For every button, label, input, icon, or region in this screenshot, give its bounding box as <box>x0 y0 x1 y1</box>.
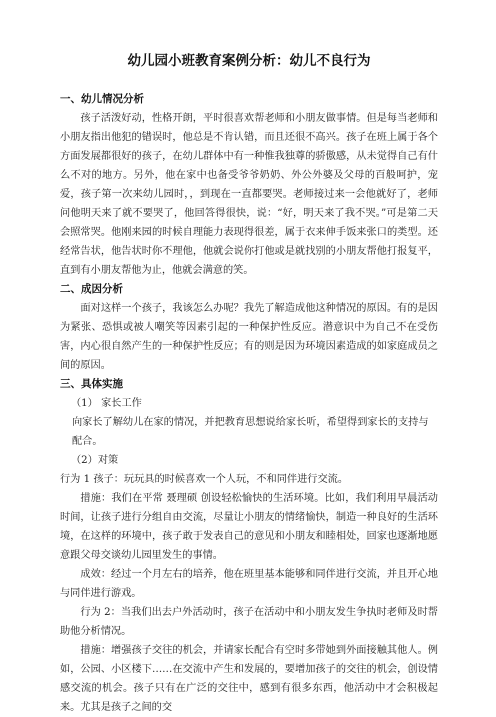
behavior-1-measure: 措施：我们在平常 聂理硕 创设轻松愉快的生活环境。比如，我们利用早晨活动时间，让孩子进行分组自由交流，尽量让小朋友的情绪愉快，制造一种良好的生活环境，在这样的环境中，孩子敢于发表自己的意见和小朋友和睦相处，回家也逐渐地愿意跟父母交谈幼儿园里发生的事情。 <box>60 493 438 561</box>
item-parent-work-label: （1） 家长工作 <box>71 398 142 409</box>
section-heading-implementation: 三、具体实施 <box>60 378 123 390</box>
behavior-1: 行为 1 孩子：玩玩具的时候喜欢一个人玩，不和同伴进行交流。 <box>60 474 349 485</box>
behavior-1-result: 成效：经过一个月左右的培养，他在班里基本能够和同伴进行交流，并且开心地与同伴进行游戏。 <box>60 569 438 599</box>
behavior-2: 行为 2：当我们出去户外活动时，孩子在活动中和小朋友发生争执时老师及时帮助他分析情况。 <box>60 607 438 637</box>
paragraph-situation: 孩子活泼好动，性格开朗，平时很喜欢帮老师和小朋友做事情。但是每当老师和小朋友指出他犯的错误时，他总是不肯认错，而且还很不高兴。孩子在班上属于各个方面发展都很好的孩子，在幼儿群体中有一种惟我独尊的骄傲感，从未觉得自己有什么不对的地方。另外，他在家中也备受爷爷奶奶、外公外婆及父母的百般呵护，宠爱，孩子第一次来幼儿园时，，到现在一直都要哭。老师接过来一会他就好了，老师问他明天来了就不要哭了，他回答得很快，说：“好，明天来了我不哭。”可是第二天会照常哭。他刚来园的时候自理能力表现得很差，属于衣来伸手饭来张口的类型。还经常告状，他告状时你不理他，他就会说你打他或是就找别的小朋友帮他打报复平，直到有小朋友帮他为止，他就会满意的笑。 <box>60 113 438 276</box>
item-parent-work-text: 向家长了解幼儿在家的情况，并把教育思想说给家长听，希望得到家长的支持与配合。 <box>72 417 429 447</box>
section-heading-situation: 一、幼儿情况分析 <box>60 93 144 105</box>
document-title: 幼儿园小班教育案例分析：幼儿不良行为 <box>127 53 371 69</box>
behavior-2-measure: 措施：增强孩子交往的机会，并请家长配合有空时多带她到外面接触其他人。例如，公园、小区楼下……在交流中产生和发展的，要增加孩子的交往的机会，创设情感交流的机会。孩子只有在广泛的交往中，感到有很多东西，他活动中才会积极起来。尤其是孩子之间的交 <box>60 645 438 713</box>
item-strategy-label: （2）对策 <box>71 455 119 466</box>
paragraph-cause: 面对这样一个孩子，我该怎么办呢？我先了解造成他这种情况的原因。有的是因为紧张、恐惧或被人嘲笑等因素引起的一种保护性反应。潜意识中为自己不在受伤害，内心很自然产生的一种保护性反应；有的则是因为环境因素造成的如家庭成员之间的原因。 <box>60 303 438 371</box>
section-heading-cause: 二、成因分析 <box>60 283 123 295</box>
